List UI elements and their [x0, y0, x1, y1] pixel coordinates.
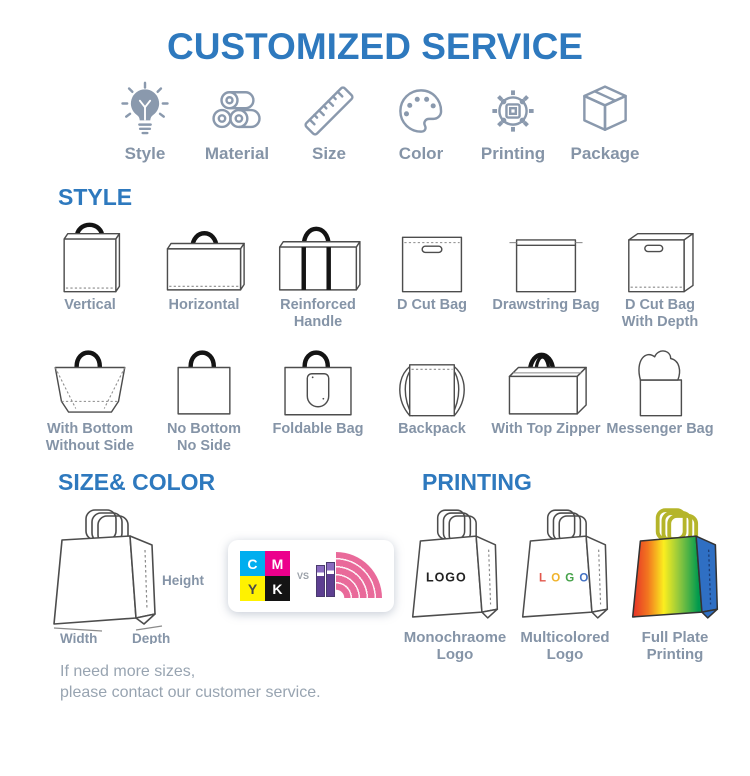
d-cut-depth-bag-drawing — [607, 215, 713, 297]
style-section-heading: STYLE — [58, 184, 133, 210]
bag-reinforced-handle — [261, 215, 375, 331]
feature-material — [202, 81, 272, 164]
sizes-note: If need more sizes, please contact our customer service. — [60, 662, 321, 702]
monochrome-logo-label: Monochraome Logo — [403, 628, 507, 664]
top-zipper-bag-drawing — [493, 339, 599, 421]
vs-label: VS — [296, 571, 309, 582]
bag-no-bottom — [147, 339, 261, 455]
size-color-heading: SIZE& COLOR — [58, 468, 216, 495]
multicolored-bag-drawing — [515, 504, 615, 626]
bag-horizontal-label: Horizontal — [168, 297, 240, 313]
size-bag-drawing — [40, 504, 226, 644]
full-plate-bag — [622, 504, 728, 664]
horizontal-bag-drawing — [151, 215, 257, 297]
printing-heading: PRINTING — [422, 468, 532, 495]
ruler-icon — [299, 81, 359, 141]
feature-size — [294, 81, 364, 164]
feature-package — [570, 81, 640, 164]
monochrome-bag-drawing — [405, 504, 505, 626]
printing-figures — [402, 504, 750, 664]
bag-reinforced-handle-label: Reinforced Handle — [280, 297, 356, 330]
bag-d-cut-depth-label: D Cut Bag With Depth — [621, 297, 699, 330]
bag-backpack-label: Backpack — [398, 420, 466, 437]
feature-material-label: Material — [204, 144, 270, 163]
d-cut-bag-drawing — [379, 215, 485, 297]
size-diagram — [40, 504, 226, 649]
page-title: CUSTOMIZED SERVICE — [167, 26, 583, 67]
size-color-figures — [40, 504, 394, 649]
feature-printing-label: Printing — [480, 144, 546, 163]
full-plate-bag-drawing — [625, 504, 725, 626]
box-icon — [575, 81, 635, 141]
messenger-bag-drawing — [607, 339, 713, 421]
feature-package-label: Package — [570, 144, 640, 163]
size-color-section — [0, 469, 394, 704]
bag-d-cut-label: D Cut Bag — [396, 297, 468, 313]
feature-size-label: Size — [311, 144, 347, 163]
vertical-bag-drawing — [37, 215, 143, 297]
backpack-drawing — [379, 339, 485, 421]
feature-color-label: Color — [398, 144, 444, 163]
bag-drawstring-label: Drawstring Bag — [492, 297, 600, 313]
bag-horizontal — [147, 215, 261, 331]
bottom-sections — [0, 469, 750, 704]
full-plate-label: Full Plate Printing — [641, 628, 709, 664]
feature-style — [110, 81, 180, 164]
bag-messenger-label: Messenger Bag — [606, 420, 714, 437]
bag-top-zipper — [489, 339, 603, 455]
fabric-rolls-icon — [207, 81, 267, 141]
bag-vertical — [33, 215, 147, 331]
no-bottom-bag-drawing — [151, 339, 257, 421]
drawstring-bag-drawing — [493, 215, 599, 297]
bag-drawstring — [489, 215, 603, 331]
color-system-card — [228, 540, 394, 612]
bag-d-cut — [375, 215, 489, 331]
height-dimension-label: Height — [162, 572, 204, 588]
bag-with-bottom — [33, 339, 147, 455]
cmyk-swatch — [240, 551, 290, 601]
monochrome-logo-bag — [402, 504, 508, 664]
reinforced-handle-bag-drawing — [265, 215, 371, 297]
feature-printing — [478, 81, 548, 164]
feature-row — [0, 81, 750, 164]
pantone-book-icon — [316, 565, 325, 597]
style-bag-grid — [33, 215, 717, 455]
foldable-bag-drawing — [265, 339, 371, 421]
bag-vertical-label: Vertical — [64, 297, 116, 313]
bag-messenger — [603, 339, 717, 455]
gear-chip-icon — [483, 81, 543, 141]
feature-style-label: Style — [124, 144, 166, 163]
pantone-fan — [316, 550, 382, 602]
logo-text: LOGO — [426, 570, 467, 585]
color-fan-icon — [336, 552, 382, 598]
printing-section — [394, 469, 750, 704]
multicolored-logo-label: Multicolored Logo — [520, 628, 610, 664]
bag-d-cut-depth — [603, 215, 717, 331]
palette-icon — [391, 81, 451, 141]
multicolor-logo-text: L O G O — [539, 572, 590, 585]
bag-backpack — [375, 339, 489, 455]
multicolored-logo-bag — [512, 504, 618, 664]
bag-foldable-label: Foldable Bag — [272, 420, 364, 437]
black-swatch: K — [265, 576, 290, 601]
bag-foldable — [261, 339, 375, 455]
bag-top-zipper-label: With Top Zipper — [491, 420, 601, 437]
magenta-swatch: M — [265, 551, 290, 576]
width-dimension-label: Width — [60, 630, 98, 644]
with-bottom-bag-drawing — [37, 339, 143, 421]
bag-no-bottom-label: No Bottom No Side — [166, 420, 242, 454]
pantone-book-icon — [326, 562, 335, 597]
bag-with-bottom-label: With Bottom Without Side — [45, 420, 135, 454]
cyan-swatch: C — [240, 551, 265, 576]
yellow-swatch: Y — [240, 576, 265, 601]
feature-color — [386, 81, 456, 164]
lightbulb-icon — [115, 81, 175, 141]
depth-dimension-label: Depth — [132, 630, 171, 644]
